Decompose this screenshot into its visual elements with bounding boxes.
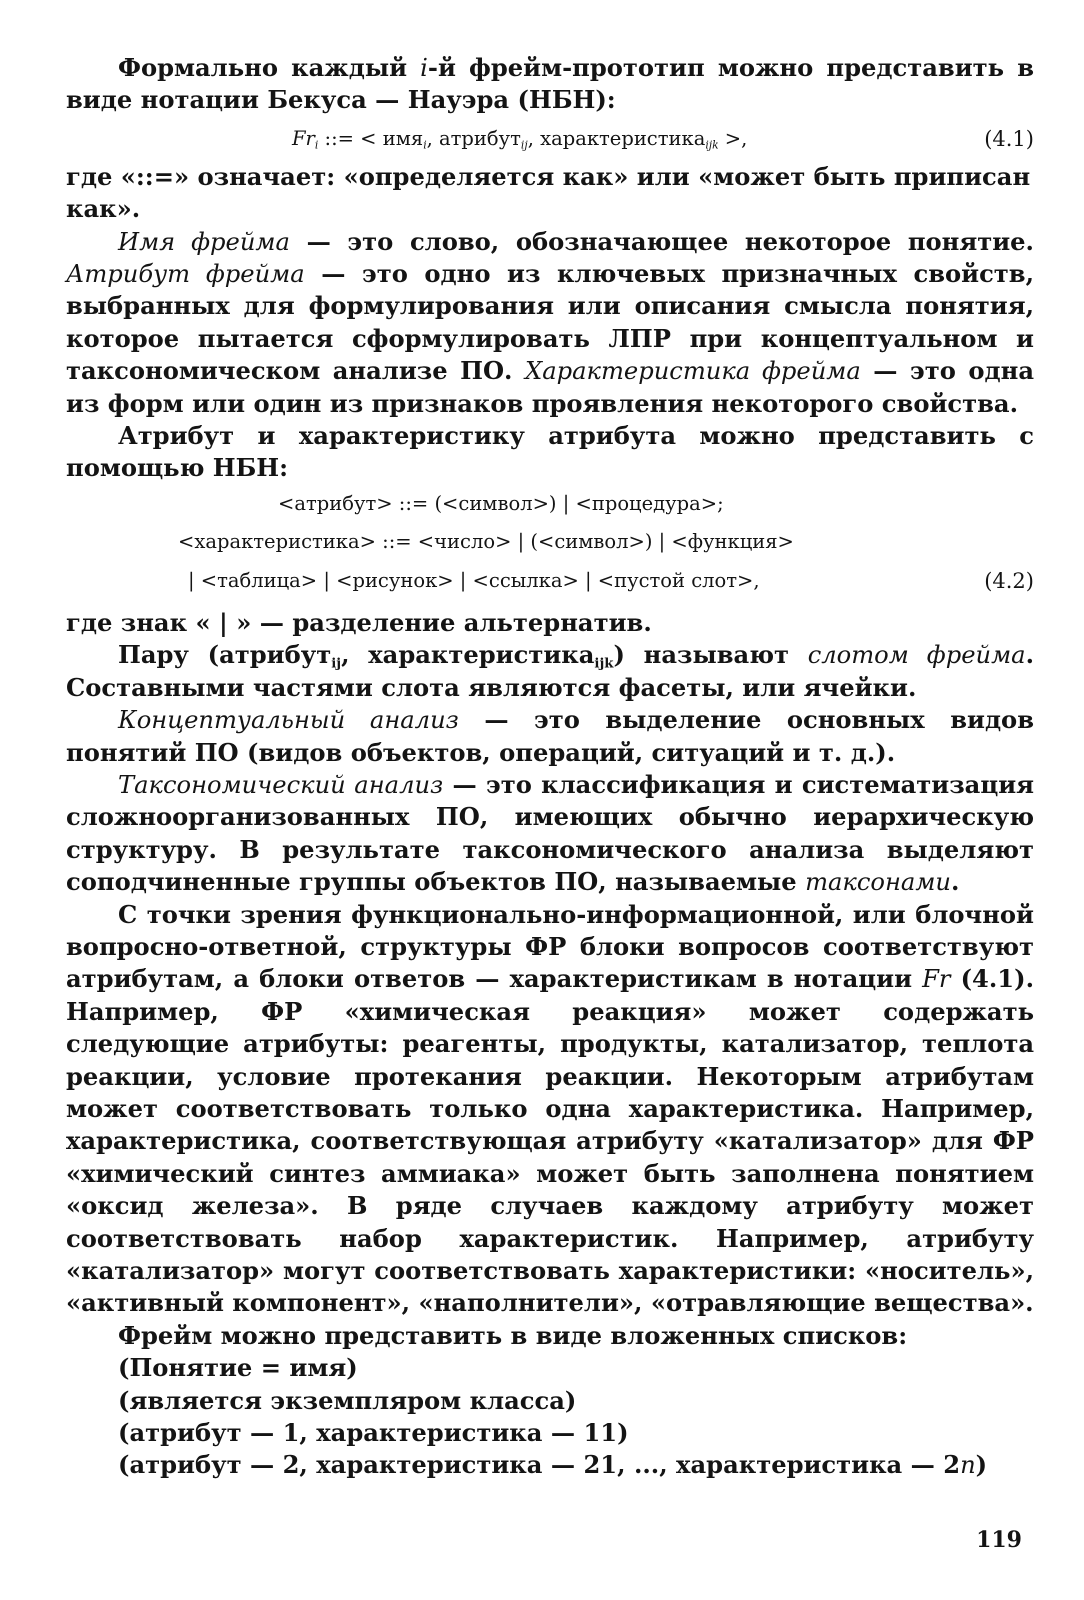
text: (4.1). Например, ФР «химическая реакция» может содержать следующие атрибуты: реагенты, продукты, катализатор, теплота реакции, условие протекания реакции. Некоторым атрибутам может соответствовать только одна характеристика. Например, характеристика, соответствующая атрибуту «катализатор» для ФР «химический синтез аммиака» может быть заполнена понятием «оксид железа». В ряде случаев каждому атрибуту может соответствовать набор характеристик. Например, атрибуту «катализатор» могут соответствовать характеристики: «носитель», «активный компонент», «наполнители», «отравляющие вещества». (66, 964, 1034, 1318)
text: ) называют (613, 640, 808, 670)
formula-text: <атрибут> ::= (<символ>) | <процедура>; (278, 491, 724, 515)
page-number: 119 (976, 1527, 1022, 1553)
paragraph (66, 226, 1034, 420)
text: — это одно из ключевых призначных свойств, выбранных для формулирования или описания смысла понятия, которое пытается сформулировать ЛПР при концептуальном и таксономическом анализе ПО. (66, 259, 1035, 386)
paragraph (66, 899, 1034, 1320)
term: Имя фрейма (118, 227, 290, 256)
term: Атрибут фрейма (66, 260, 305, 289)
term: Таксономический анализ (118, 770, 444, 799)
paragraph: Фрейм можно представить в виде вложенных списков: (118, 1320, 908, 1350)
term: Характеристика фрейма (524, 357, 861, 386)
paragraph (66, 52, 1034, 117)
text: Формально каждый (118, 53, 421, 82)
text: (атрибут — 2, характеристика — 21, ..., характеристика — 2 (118, 1450, 961, 1480)
list-item: (Понятие = имя) (118, 1353, 358, 1383)
formula-subscript: i (314, 138, 319, 152)
term: таксонами (805, 868, 951, 897)
nested-list (66, 1320, 1034, 1482)
formula-subscript: ijk (705, 138, 719, 152)
text: . (950, 867, 960, 897)
text: i (420, 54, 428, 82)
text: Пару (атрибут (118, 640, 332, 670)
text: ) (975, 1450, 988, 1480)
paragraph (66, 639, 1034, 704)
subscript: ijk (594, 656, 614, 672)
formula-4-1 (66, 117, 1034, 161)
formula-text: <характеристика> ::= <число> | (<символ>) | <функция> (178, 529, 794, 553)
paragraph: где «::=» означает: «определяется как» или «может быть приписан как». (66, 161, 1031, 224)
paragraph: Атрибут и характеристику атрибута можно представить с помощью НБН: (66, 421, 1034, 483)
formula-subscript: i (423, 138, 427, 152)
formula-4-2-line-1 (66, 485, 1034, 523)
formula-number: (4.1) (984, 126, 1034, 151)
text: — это одна из форм или один из признаков проявления некоторого свойства. (66, 356, 1034, 418)
formula-text: ::= < имя (318, 126, 424, 150)
list-item (66, 1449, 1034, 1481)
page (66, 52, 1035, 1553)
paragraph: где знак « | » — разделение альтернатив. (66, 607, 652, 637)
formula-text: | <таблица> | <рисунок> | <ссылка> | <пустой слот>, (188, 568, 760, 592)
text: С точки зрения функционально-информационной, или блочной вопросно-ответной, структуры ФР блоки вопросов соответствуют атрибутам, а блоки ответов — характеристикам в нотации (66, 899, 1034, 994)
list-item: (является экземпляром класса) (118, 1385, 577, 1415)
text: . Составными частями слота являются фасеты, или ячейки. (66, 640, 1034, 702)
formula-subscript: ij (520, 138, 528, 152)
text: — это классификация и систематизация сложноорганизованных ПО, имеющих обычно иерархическую структуру. В результате таксономического анализа выделяют соподчиненные группы объектов ПО, называемые (66, 769, 1035, 897)
paragraph (66, 769, 1034, 899)
term: слотом фрейма (807, 641, 1026, 670)
term: Fr (922, 965, 951, 994)
text: n (960, 1451, 976, 1480)
formula-symbol: Fr (292, 126, 315, 150)
subscript: ij (331, 656, 342, 672)
formula-body (292, 117, 747, 161)
text: , характеристика (341, 640, 595, 670)
formula-4-2-line-3 (66, 561, 1034, 601)
formula-text: , атрибут (426, 126, 521, 150)
formula-text: >, (718, 126, 748, 150)
formula-number: (4.2) (984, 568, 1034, 593)
formula-4-2-line-2 (66, 523, 1034, 561)
paragraph (66, 704, 1034, 769)
term: Концептуальный анализ (118, 706, 459, 735)
text: — это выделение основных видов понятий ПО (видов объектов, операций, ситуаций и т. д.). (66, 705, 1034, 767)
text: -й фрейм-прототип можно представить в виде нотации Бекуса — Науэра (НБН): (66, 53, 1034, 115)
text: — это слово, обозначающее некоторое понятие. (289, 226, 1034, 256)
list-item: (атрибут — 1, характеристика — 11) (118, 1418, 629, 1448)
formula-text: , характеристика (527, 126, 706, 150)
